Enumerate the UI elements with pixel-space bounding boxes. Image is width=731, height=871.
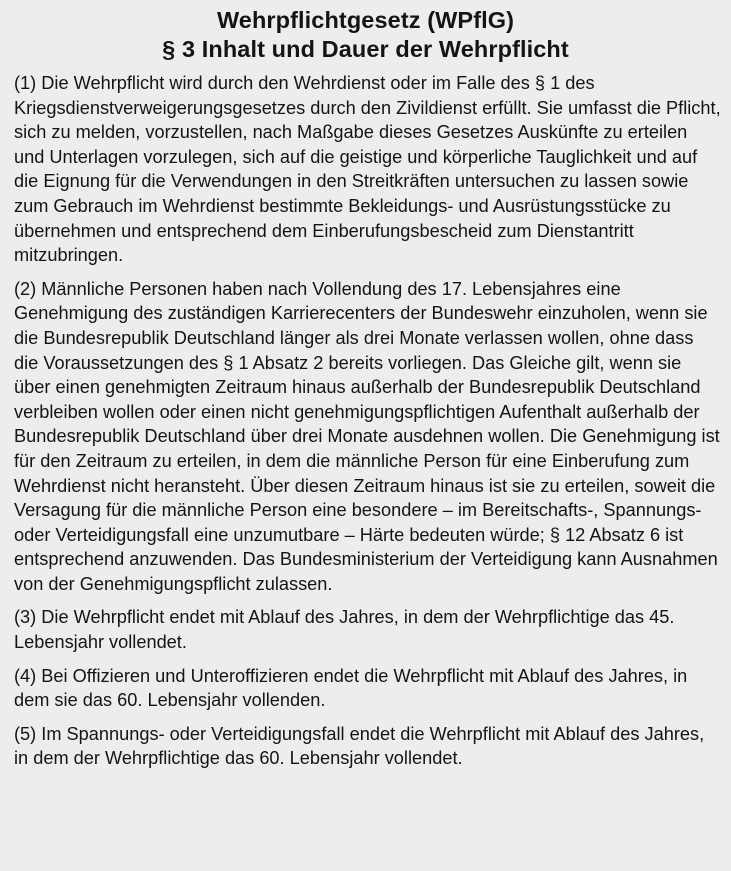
paragraph-5: (5) Im Spannungs- oder Verteidigungsfall endet die Wehrpflicht mit Ablauf des Jahres, in dem der Wehrpflichtige das 60. Lebensjahr vollendet. [14, 723, 705, 769]
paragraph-1: (1) Die Wehrpflicht wird durch den Wehrdienst oder im Falle des § 1 des Kriegsdienstverweigerungsgesetzes durch den Zivildienst erfüllt. Sie umfasst die Pflicht, sich zu melden, vorzustellen, nach Maßgabe dieses Gesetzes Auskünfte zu erteilen und Unterlagen vorzulegen, sich auf die geistige und körperliche Tauglichkeit und auf die Eignung für die Verwendungen in den Streitkräften untersuchen zu lassen sowie zum Gebrauch im Wehrdienst bestimmte Bekleidungs- und Ausrüstungsstücke zu übernehmen und entsprechend dem Einberufungsbescheid zum Dienstantritt mitzubringen. [14, 73, 721, 266]
document-title: Wehrpflichtgesetz (WPflG) [216, 7, 515, 33]
section-heading: § 3 Inhalt und Dauer der Wehrpflicht [162, 36, 569, 62]
paragraph-2: (2) Männliche Personen haben nach Vollendung des 17. Lebensjahres eine Genehmigung des zuständigen Karrierecenters der Bundeswehr einzuholen, wenn sie die Bundesrepublik Deutschland länger als drei Monate verlassen wollen, ohne dass die Voraussetzungen des § 1 Absatz 2 bereits vorliegen. Das Gleiche gilt, wenn sie über einen genehmigten Zeitraum hinaus außerhalb der Bundesrepublik Deutschland verbleiben wollen oder einen nicht genehmigungspflichtigen Aufenthalt außerhalb der Bundesrepublik Deutschland über drei Monate ausdehnen wollen. Die Genehmigung ist für den Zeitraum zu erteilen, in dem die männliche Person für eine Einberufung zum Wehrdienst nicht heransteht. Über diesen Zeitraum hinaus ist sie zu erteilen, soweit die Versagung für die männliche Person eine besondere – im Bereitschafts-, Spannungs- oder Verteidigungsfall eine unzumutbare – Härte bedeuten würde; § 12 Absatz 6 ist entsprechend anzuwenden. Das Bundesministerium der Verteidigung kann Ausnahmen von der Genehmigungspflicht zulassen. [14, 278, 720, 594]
document-header [0, 6, 731, 64]
paragraph-3: (3) Die Wehrpflicht endet mit Ablauf des Jahres, in dem der Wehrpflichtige das 45. Lebensjahr vollendet. [14, 607, 675, 653]
paragraph-list [0, 71, 731, 771]
paragraph-4: (4) Bei Offizieren und Unteroffizieren endet die Wehrpflicht mit Ablauf des Jahres, in dem sie das 60. Lebensjahr vollenden. [14, 665, 688, 711]
